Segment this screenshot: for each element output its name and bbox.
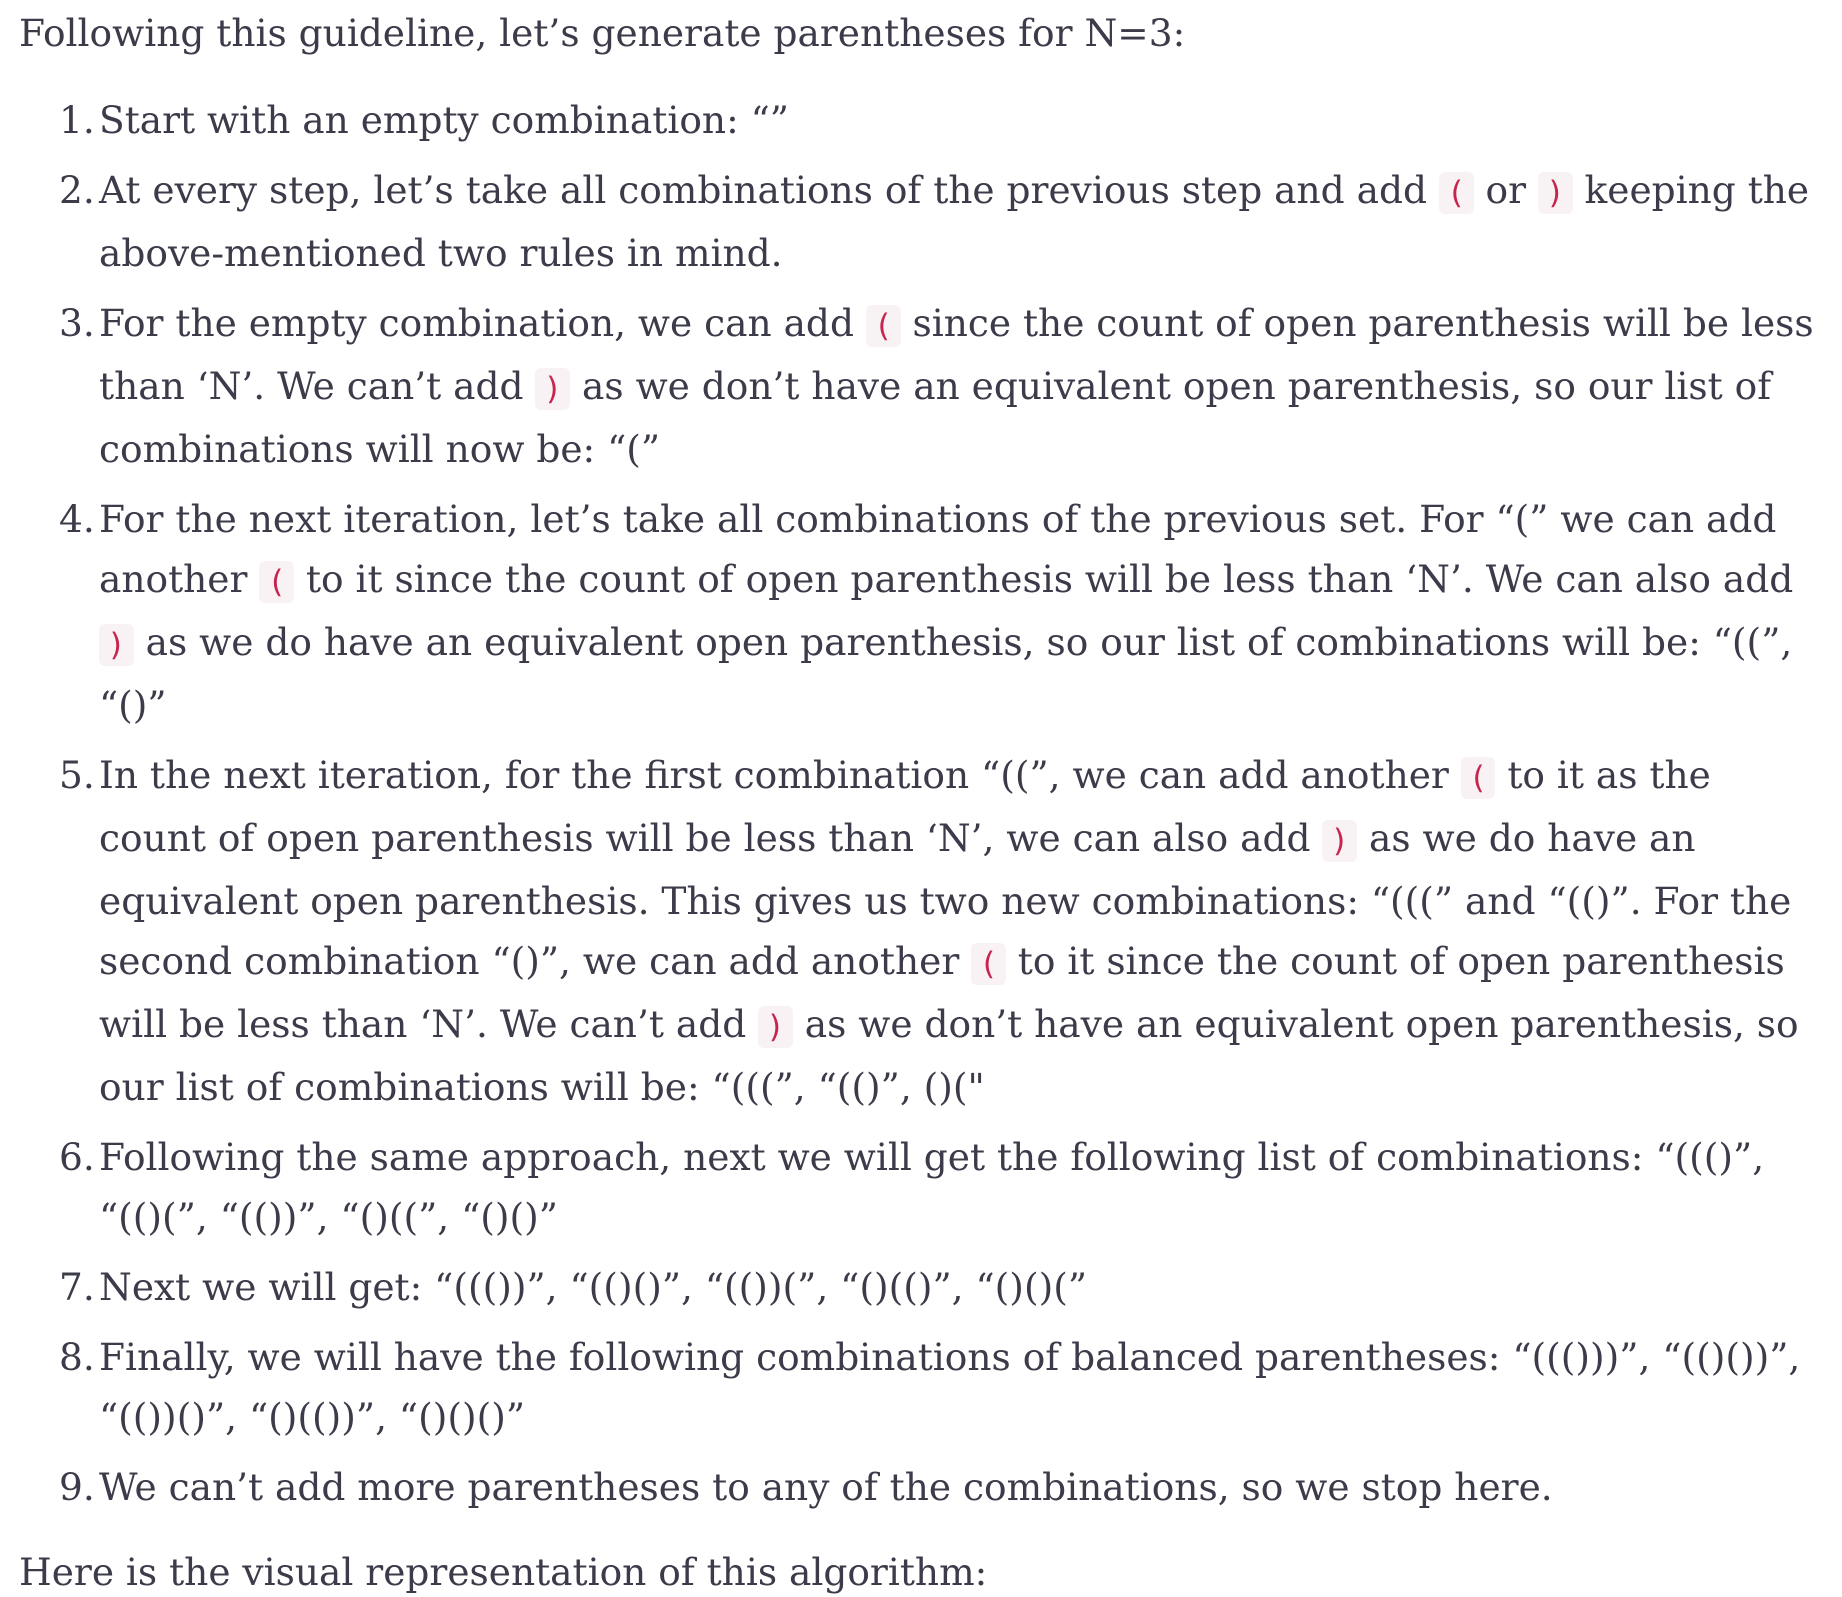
step-1	[19, 90, 1829, 150]
step-text: as we don’t have an equivalent open parenthesis, so our list of combinations will be: “(((”, “(()”, ()("	[99, 1002, 1799, 1109]
article-content	[19, 8, 1829, 1597]
inline-code-close-paren: )	[1538, 172, 1573, 214]
step-text: For the empty combination, we can add	[99, 301, 854, 345]
step-number: 2.	[59, 168, 95, 212]
step-text: Start with an empty combination: “”	[99, 98, 789, 142]
step-text: to it as the count of open parenthesis will be less than ‘N’, we can also add	[99, 753, 1711, 860]
step-number: 6.	[59, 1135, 95, 1179]
step-number: 4.	[59, 497, 95, 541]
step-number: 1.	[59, 98, 95, 142]
step-text: as we do have an equivalent open parenthesis, so our list of combinations will be: “((”, “()”	[99, 620, 1793, 727]
step-7	[19, 1257, 1829, 1317]
step-text: In the next iteration, for the first combination “((”, we can add another	[99, 753, 1449, 797]
inline-code-open-paren: (	[866, 305, 901, 347]
step-text: to it since the count of open parenthesis will be less than ‘N’. We can also add	[305, 557, 1794, 601]
inline-code-close-paren: )	[1322, 820, 1357, 862]
step-4	[19, 489, 1829, 735]
outro-paragraph: Here is the visual representation of this algorithm:	[19, 1550, 988, 1594]
step-text: We can’t add more parentheses to any of the combinations, so we stop here.	[99, 1465, 1553, 1509]
step-6	[19, 1127, 1829, 1247]
step-9	[19, 1457, 1829, 1517]
step-number: 5.	[59, 753, 95, 797]
step-number: 7.	[59, 1265, 95, 1309]
step-text: Finally, we will have the following combinations of balanced parentheses: “((()))”, “(()())”, “(())()”, “()(())”, “()()()”	[99, 1335, 1801, 1439]
step-text: At every step, let’s take all combinations of the previous step and add	[99, 168, 1427, 212]
step-3	[19, 293, 1829, 479]
step-8	[19, 1327, 1829, 1447]
intro-paragraph: Following this guideline, let’s generate parentheses for N=3:	[19, 11, 1186, 55]
steps-list	[19, 90, 1829, 1517]
step-text: to it since the count of open parenthesis will be less than ‘N’. We can’t add	[99, 939, 1785, 1046]
step-text: Following the same approach, next we will get the following list of combinations: “((()”, “(()(”, “(())”, “()((”, “()()”	[99, 1135, 1765, 1239]
inline-code-close-paren: )	[535, 368, 570, 410]
step-text: Next we will get: “((())”, “(()()”, “(())(”, “()(()”, “()()(”	[99, 1265, 1088, 1309]
step-number: 3.	[59, 301, 95, 345]
inline-code-close-paren: )	[758, 1006, 793, 1048]
inline-code-open-paren: (	[259, 561, 294, 603]
inline-code-open-paren: (	[1439, 172, 1474, 214]
step-text: as we don’t have an equivalent open parenthesis, so our list of combinations will now be: “(”	[99, 364, 1772, 471]
step-text: For the next iteration, let’s take all combinations of the previous set. For “(” we can add another	[99, 497, 1777, 601]
step-5	[19, 745, 1829, 1117]
step-number: 8.	[59, 1335, 95, 1379]
inline-code-close-paren: )	[99, 624, 134, 666]
step-text: since the count of open parenthesis will be less than ‘N’. We can’t add	[99, 301, 1814, 408]
step-2	[19, 160, 1829, 283]
step-text: or	[1485, 168, 1527, 212]
step-text: as we do have an equivalent open parenthesis. This gives us two new combinations: “(((” and “(()”. For the second combination “()”, we can add another	[99, 816, 1792, 983]
step-text: keeping the above-mentioned two rules in mind.	[99, 168, 1810, 275]
inline-code-open-paren: (	[971, 943, 1006, 985]
inline-code-open-paren: (	[1461, 757, 1496, 799]
step-number: 9.	[59, 1465, 95, 1509]
